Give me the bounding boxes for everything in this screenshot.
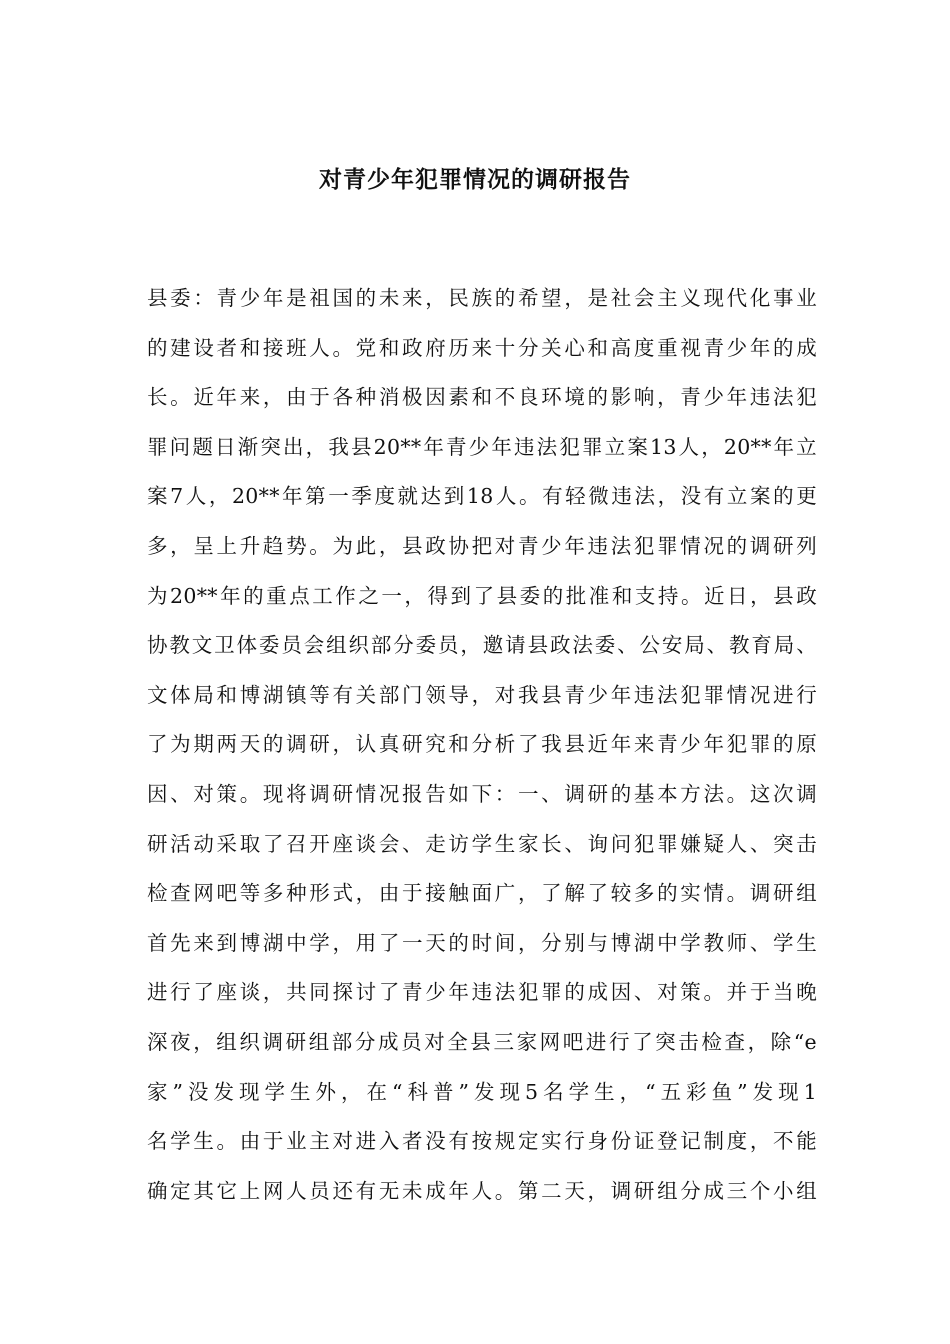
body-line: 案7人，20**年第一季度就达到18人。有轻微违法，没有立案的更 — [147, 484, 817, 509]
body-line: 多，呈上升趋势。为此，县政协把对青少年违法犯罪情况的调研列 — [147, 533, 817, 558]
body-line: 家”没发现学生外，在“科普”发现5名学生，“五彩鱼”发现1 — [147, 1079, 817, 1104]
body-line: 确定其它上网人员还有无未成年人。第二天，调研组分成三个小组 — [147, 1178, 817, 1203]
document-title: 对青少年犯罪情况的调研报告 — [319, 166, 631, 193]
body-line: 首先来到博湖中学，用了一天的时间，分别与博湖中学教师、学生 — [147, 930, 817, 955]
body-line: 了为期两天的调研，认真研究和分析了我县近年来青少年犯罪的原 — [147, 732, 817, 757]
body-line: 检查网吧等多种形式，由于接触面广，了解了较多的实情。调研组 — [147, 881, 817, 906]
body-line: 因、对策。现将调研情况报告如下：一、调研的基本方法。这次调 — [147, 781, 817, 806]
body-line: 罪问题日渐突出，我县20**年青少年违法犯罪立案13人，20**年立 — [147, 434, 817, 459]
body-line: 为20**年的重点工作之一，得到了县委的批准和支持。近日，县政 — [147, 583, 817, 608]
body-line: 长。近年来，由于各种消极因素和不良环境的影响，青少年违法犯 — [147, 385, 817, 410]
body-line: 进行了座谈，共同探讨了青少年违法犯罪的成因、对策。并于当晚 — [147, 980, 817, 1005]
document-body — [147, 274, 817, 1216]
body-line: 文体局和博湖镇等有关部门领导，对我县青少年违法犯罪情况进行 — [147, 682, 817, 707]
body-line: 名学生。由于业主对进入者没有按规定实行身份证登记制度，不能 — [147, 1129, 817, 1154]
body-line: 研活动采取了召开座谈会、走访学生家长、询问犯罪嫌疑人、突击 — [147, 831, 817, 856]
body-line: 协教文卫体委员会组织部分委员，邀请县政法委、公安局、教育局、 — [147, 633, 817, 658]
body-line: 深夜，组织调研组部分成员对全县三家网吧进行了突击检查，除“e — [147, 1029, 817, 1054]
body-line: 的建设者和接班人。党和政府历来十分关心和高度重视青少年的成 — [147, 335, 817, 360]
body-line: 县委：青少年是祖国的未来，民族的希望，是社会主义现代化事业 — [147, 286, 817, 310]
